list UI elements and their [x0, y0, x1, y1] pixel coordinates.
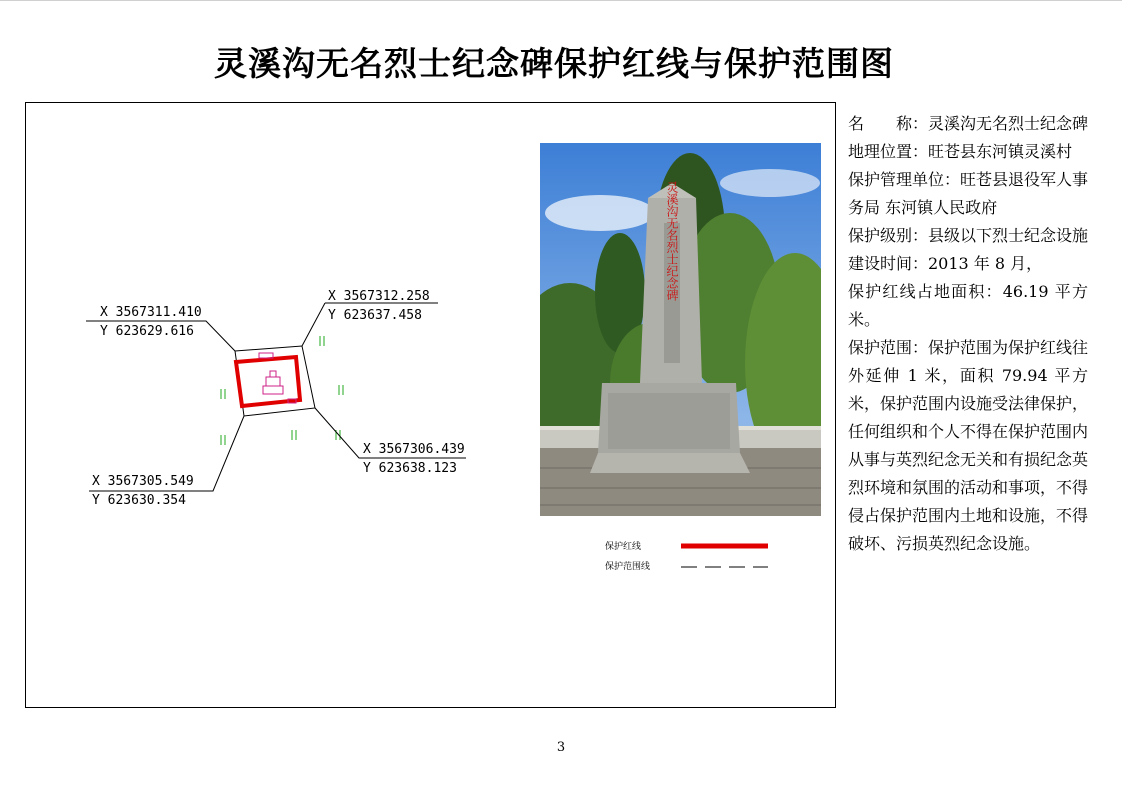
legend-red-label: 保护红线 [605, 542, 642, 552]
coord-2-x: X 3567312.258 [328, 289, 430, 304]
info-built: 建设时间：2013 年 8 月， [848, 254, 1043, 273]
info-red-area: 保护红线占地面积：46.19 平方米。 [848, 282, 1088, 329]
coord-1-x: X 3567311.410 [100, 305, 202, 320]
info-unit: 保护管理单位：旺苍县退役军人事务局 东河镇人民政府 [848, 170, 1089, 217]
legend-range-label: 保护范围线 [605, 562, 651, 572]
coord-3-x: X 3567306.439 [363, 442, 465, 457]
coord-3-y: Y 623638.123 [363, 461, 457, 476]
coord-2-y: Y 623637.458 [328, 308, 422, 323]
info-name: 名 称：灵溪沟无名烈士纪念碑 [848, 114, 1089, 133]
coord-4-x: X 3567305.549 [92, 474, 194, 489]
page-title: 灵溪沟无名烈士纪念碑保护红线与保护范围图 [214, 44, 894, 83]
info-location: 地理位置：旺苍县东河镇灵溪村 [848, 142, 1073, 161]
info-level: 保护级别：县级以下烈士纪念设施 [848, 226, 1089, 245]
monument-photo [540, 143, 821, 516]
map-frame [25, 102, 836, 708]
top-divider [0, 0, 1122, 1]
coord-4-y: Y 623630.354 [92, 493, 186, 508]
coord-1-y: Y 623629.616 [100, 324, 194, 339]
page-number: 3 [556, 740, 566, 755]
info-panel [848, 110, 1088, 558]
monument-inscription: 灵溪沟无名烈士纪念碑 [665, 181, 679, 301]
info-range: 保护范围：保护范围为保护红线往外延伸 1 米，面积 79.94 平方米，保护范围内设施受法律保护，任何组织和个人不得在保护范围内从事与英烈纪念无关和有损纪念英烈环境和氛围的活动和事项，不得侵占保护范围内土地和设施，不得破坏、污损英烈纪念设施。 [848, 338, 1089, 553]
